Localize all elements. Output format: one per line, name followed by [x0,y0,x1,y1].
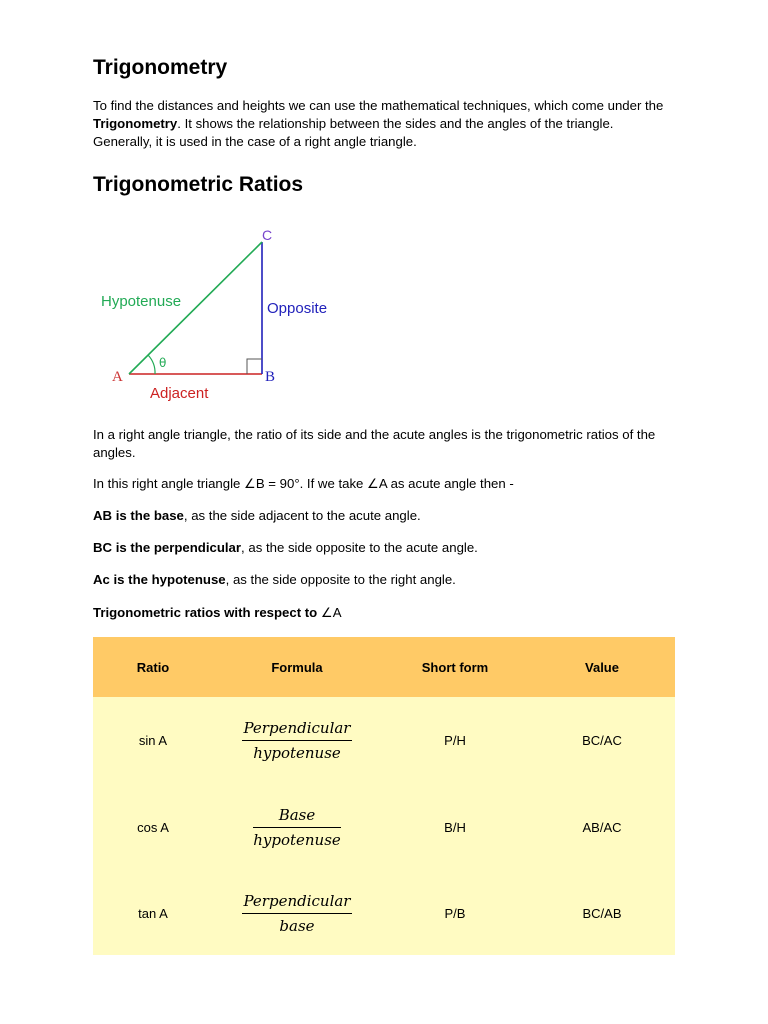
wrt-rest: ∠A [320,605,342,620]
table-header-row [93,637,675,697]
value-cell: BC/AC [529,697,675,784]
short-form-cell: P/B [381,871,529,955]
header-short-form: Short form [381,637,529,697]
table-row [93,871,675,955]
intro-bold: Trigonometry [93,116,178,131]
header-value: Value [529,637,675,697]
theta-arc [148,355,155,374]
adjacent-label: Adjacent [150,385,209,402]
ratios-wrt-a-heading [93,604,675,622]
trig-ratio-table [93,637,675,955]
fraction-denominator: base [279,916,315,935]
formula-cell [213,697,381,784]
ratio-cell: cos A [93,784,213,871]
bc-rest: , as the side opposite to the acute angle. [241,540,478,555]
ac-hypotenuse-paragraph [93,571,675,589]
right-angle-marker [247,359,262,374]
heading-trigonometric-ratios: Trigonometric Ratios [93,173,304,196]
formula-fraction [242,718,353,763]
intro-before: To find the distances and heights we can use the mathematical techniques, which come under the [93,98,664,113]
table-row [93,784,675,871]
wrt-bold: Trigonometric ratios with respect to [93,605,321,620]
right-triangle-diagram [93,222,353,407]
formula-fraction [253,805,341,850]
ab-bold: AB is the base [93,508,184,523]
short-form-cell: P/H [381,697,529,784]
vertex-a-label: A [112,369,123,385]
theta-label: θ [159,356,167,370]
ratio-cell: sin A [93,697,213,784]
hypotenuse-label: Hypotenuse [101,293,182,310]
value-cell: AB/AC [529,784,675,871]
ratio-definition-paragraph: In a right angle triangle, the ratio of its side and the acute angles is the trigonometric ratios of the angles. [93,427,656,460]
fraction-numerator: Perpendicular [242,718,353,741]
short-form-cell: B/H [381,784,529,871]
bc-bold: BC is the perpendicular [93,540,242,555]
ac-rest: , as the side opposite to the right angle. [225,572,456,587]
value-cell: BC/AB [529,871,675,955]
header-ratio: Ratio [93,637,213,697]
vertex-c-label: C [262,227,273,243]
fraction-numerator: Base [253,805,341,828]
ac-bold: Ac is the hypotenuse [93,572,226,587]
formula-cell [213,871,381,955]
fraction-denominator: hypotenuse [253,744,341,762]
table-row [93,697,675,784]
heading-trigonometry: Trigonometry [93,56,228,79]
formula-fraction [242,891,353,936]
intro-paragraph [93,97,675,151]
header-formula: Formula [213,637,381,697]
vertex-b-label: B [265,369,276,385]
formula-cell [213,784,381,871]
ab-base-paragraph [93,507,675,525]
opposite-label: Opposite [267,300,328,317]
ratio-cell: tan A [93,871,213,955]
fraction-numerator: Perpendicular [242,891,353,914]
ab-rest: , as the side adjacent to the acute angle. [183,508,421,523]
fraction-denominator: hypotenuse [253,831,341,849]
intro-after: . It shows the relationship between the sides and the angles of the triangle. Generally, it is used in the case of a right angle triangle. [93,116,614,149]
bc-perpendicular-paragraph [93,539,675,557]
right-angle-paragraph: In this right angle triangle ∠B = 90°. If we take ∠A as acute angle then - [93,476,514,491]
